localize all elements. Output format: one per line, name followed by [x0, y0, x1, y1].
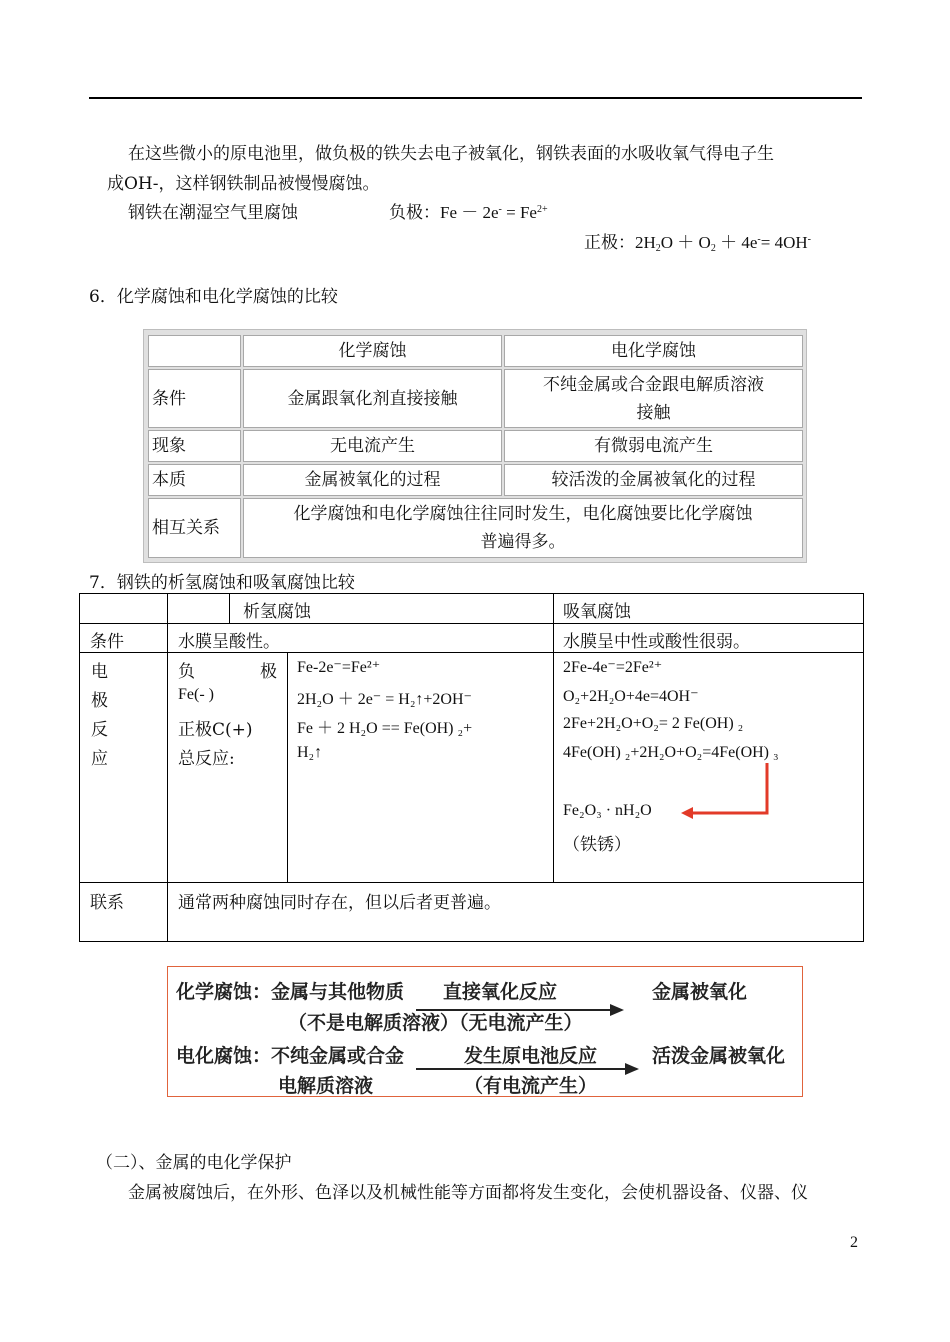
section-6-heading: 6．化学腐蚀和电化学腐蚀的比较: [89, 287, 338, 307]
table7-cell: 水膜呈酸性。: [178, 632, 280, 652]
oxygen-equation: O₂+2H₂O+4e=4OH⁻: [563, 688, 699, 705]
oxygen-equation: 2Fe+2H₂O+O₂= 2 Fe(OH) ₂: [563, 715, 744, 732]
table6-row-label: 条件: [148, 369, 241, 428]
summary-row3-left: 电化腐蚀：不纯金属或合金: [176, 1045, 405, 1067]
corrosion-label: 钢铁在潮湿空气里腐蚀: [128, 203, 298, 223]
table6-cell: 金属被氧化的过程: [243, 464, 502, 496]
table6-relation-cell: 化学腐蚀和电化学腐蚀往往同时发生，电化腐蚀要比化学腐蚀 普遍得多。: [243, 498, 803, 558]
summary-row1-right: 金属被氧化: [652, 981, 748, 1003]
hydrogen-equation: Fe-2e⁻=Fe²⁺: [297, 659, 381, 676]
paragraph-line-1: 在这些微小的原电池里，做负极的铁失去电子被氧化，钢铁表面的水吸收氧气得电子生: [128, 144, 774, 164]
table7-header-oxygen: 吸氧腐蚀: [563, 602, 631, 622]
hydrogen-equation: H₂↑: [297, 744, 323, 761]
table6-cell: 有微弱电流产生: [504, 430, 803, 462]
section-2-paragraph: 金属被腐蚀后，在外形、色泽以及机械性能等方面都将发生变化，会使机器设备、仪器、仪: [128, 1183, 808, 1203]
rust-arrow-icon: [679, 763, 779, 833]
rust-formula: Fe₂O₃ · nH₂O: [563, 802, 652, 819]
header-rule: [89, 97, 862, 99]
table7-sub-negative: 负: [178, 662, 195, 682]
arrow-right-icon: [416, 1062, 641, 1076]
rust-label: （铁锈）: [563, 835, 631, 855]
comparison-table-7: [79, 593, 864, 942]
table7-row-label-condition: 条件: [90, 632, 124, 652]
summary-box: [167, 966, 803, 1097]
table6-row-label: 现象: [148, 430, 241, 462]
table7-sub-negative: 极: [260, 662, 277, 682]
table7-row-label-electrode: 反: [91, 720, 108, 740]
paragraph-line-2: 成OH-，这样钢铁制品被慢慢腐蚀。: [107, 174, 380, 194]
summary-row1-arrow-label: 直接氧化反应: [443, 981, 558, 1003]
table6-header-chemical: 化学腐蚀: [243, 335, 502, 367]
table7-sub-positive: 正极C(+): [178, 720, 253, 740]
section-2-heading: （二）、金属的电化学保护: [96, 1153, 292, 1173]
table7-cell: 水膜呈中性或酸性很弱。: [563, 632, 750, 652]
table6-corner-cell: [148, 335, 241, 367]
table6-cell: 不纯金属或合金跟电解质溶液 接触: [504, 369, 803, 428]
table6-cell: 较活泼的金属被氧化的过程: [504, 464, 803, 496]
hydrogen-equation: 2H₂O ＋ 2e⁻ = H₂↑+2OH⁻: [297, 691, 472, 708]
table7-header-hydrogen: 析氢腐蚀: [243, 602, 311, 622]
oxygen-equation: 4Fe(OH) ₂+2H₂O+O₂=4Fe(OH) ₃: [563, 744, 779, 761]
negative-electrode-equation: 负极：$Fe - 2e^- = Fe^{2+}$: [389, 203, 548, 222]
summary-row3-right: 活泼金属被氧化: [652, 1045, 786, 1067]
table6-cell: 无电流产生: [243, 430, 502, 462]
table6-row-label: 相互关系: [148, 498, 241, 558]
comparison-table-6: [143, 329, 807, 563]
table7-link-text: 通常两种腐蚀同时存在，但以后者更普遍。: [178, 893, 501, 913]
summary-row1-left: 化学腐蚀：金属与其他物质: [176, 981, 405, 1003]
page-number: 2: [850, 1234, 858, 1251]
arrow-right-icon: [416, 1003, 626, 1017]
oxygen-equation: 2Fe-4e⁻=2Fe²⁺: [563, 659, 663, 676]
positive-electrode-equation: 正极：$2H_2O + O_2 + 4e^-= 4OH^-$: [584, 233, 811, 254]
table7-sub-total: 总反应:: [178, 749, 235, 769]
summary-row4-right: （有电流产生）: [464, 1075, 598, 1097]
summary-row2: （不是电解质溶液）（无电流产生）: [288, 1012, 583, 1034]
table6-cell: 金属跟氧化剂直接接触: [243, 369, 502, 428]
hydrogen-equation: Fe ＋ 2 H₂O == Fe(OH) ₂+: [297, 720, 473, 737]
summary-row4-left: 电解质溶液: [278, 1075, 374, 1097]
section-7-heading: 7．钢铁的析氢腐蚀和吸氧腐蚀比较: [89, 573, 355, 593]
table7-row-label-electrode: 电: [91, 662, 108, 682]
summary-row3-arrow-label: 发生原电池反应: [464, 1045, 598, 1067]
table6-header-electrochemical: 电化学腐蚀: [504, 335, 803, 367]
table6-row-label: 本质: [148, 464, 241, 496]
table7-sub-negative: Fe(- ): [178, 686, 214, 703]
table7-row-label-electrode: 极: [91, 691, 108, 711]
table7-row-label-link: 联系: [90, 893, 124, 913]
table7-row-label-electrode: 应: [91, 749, 108, 769]
